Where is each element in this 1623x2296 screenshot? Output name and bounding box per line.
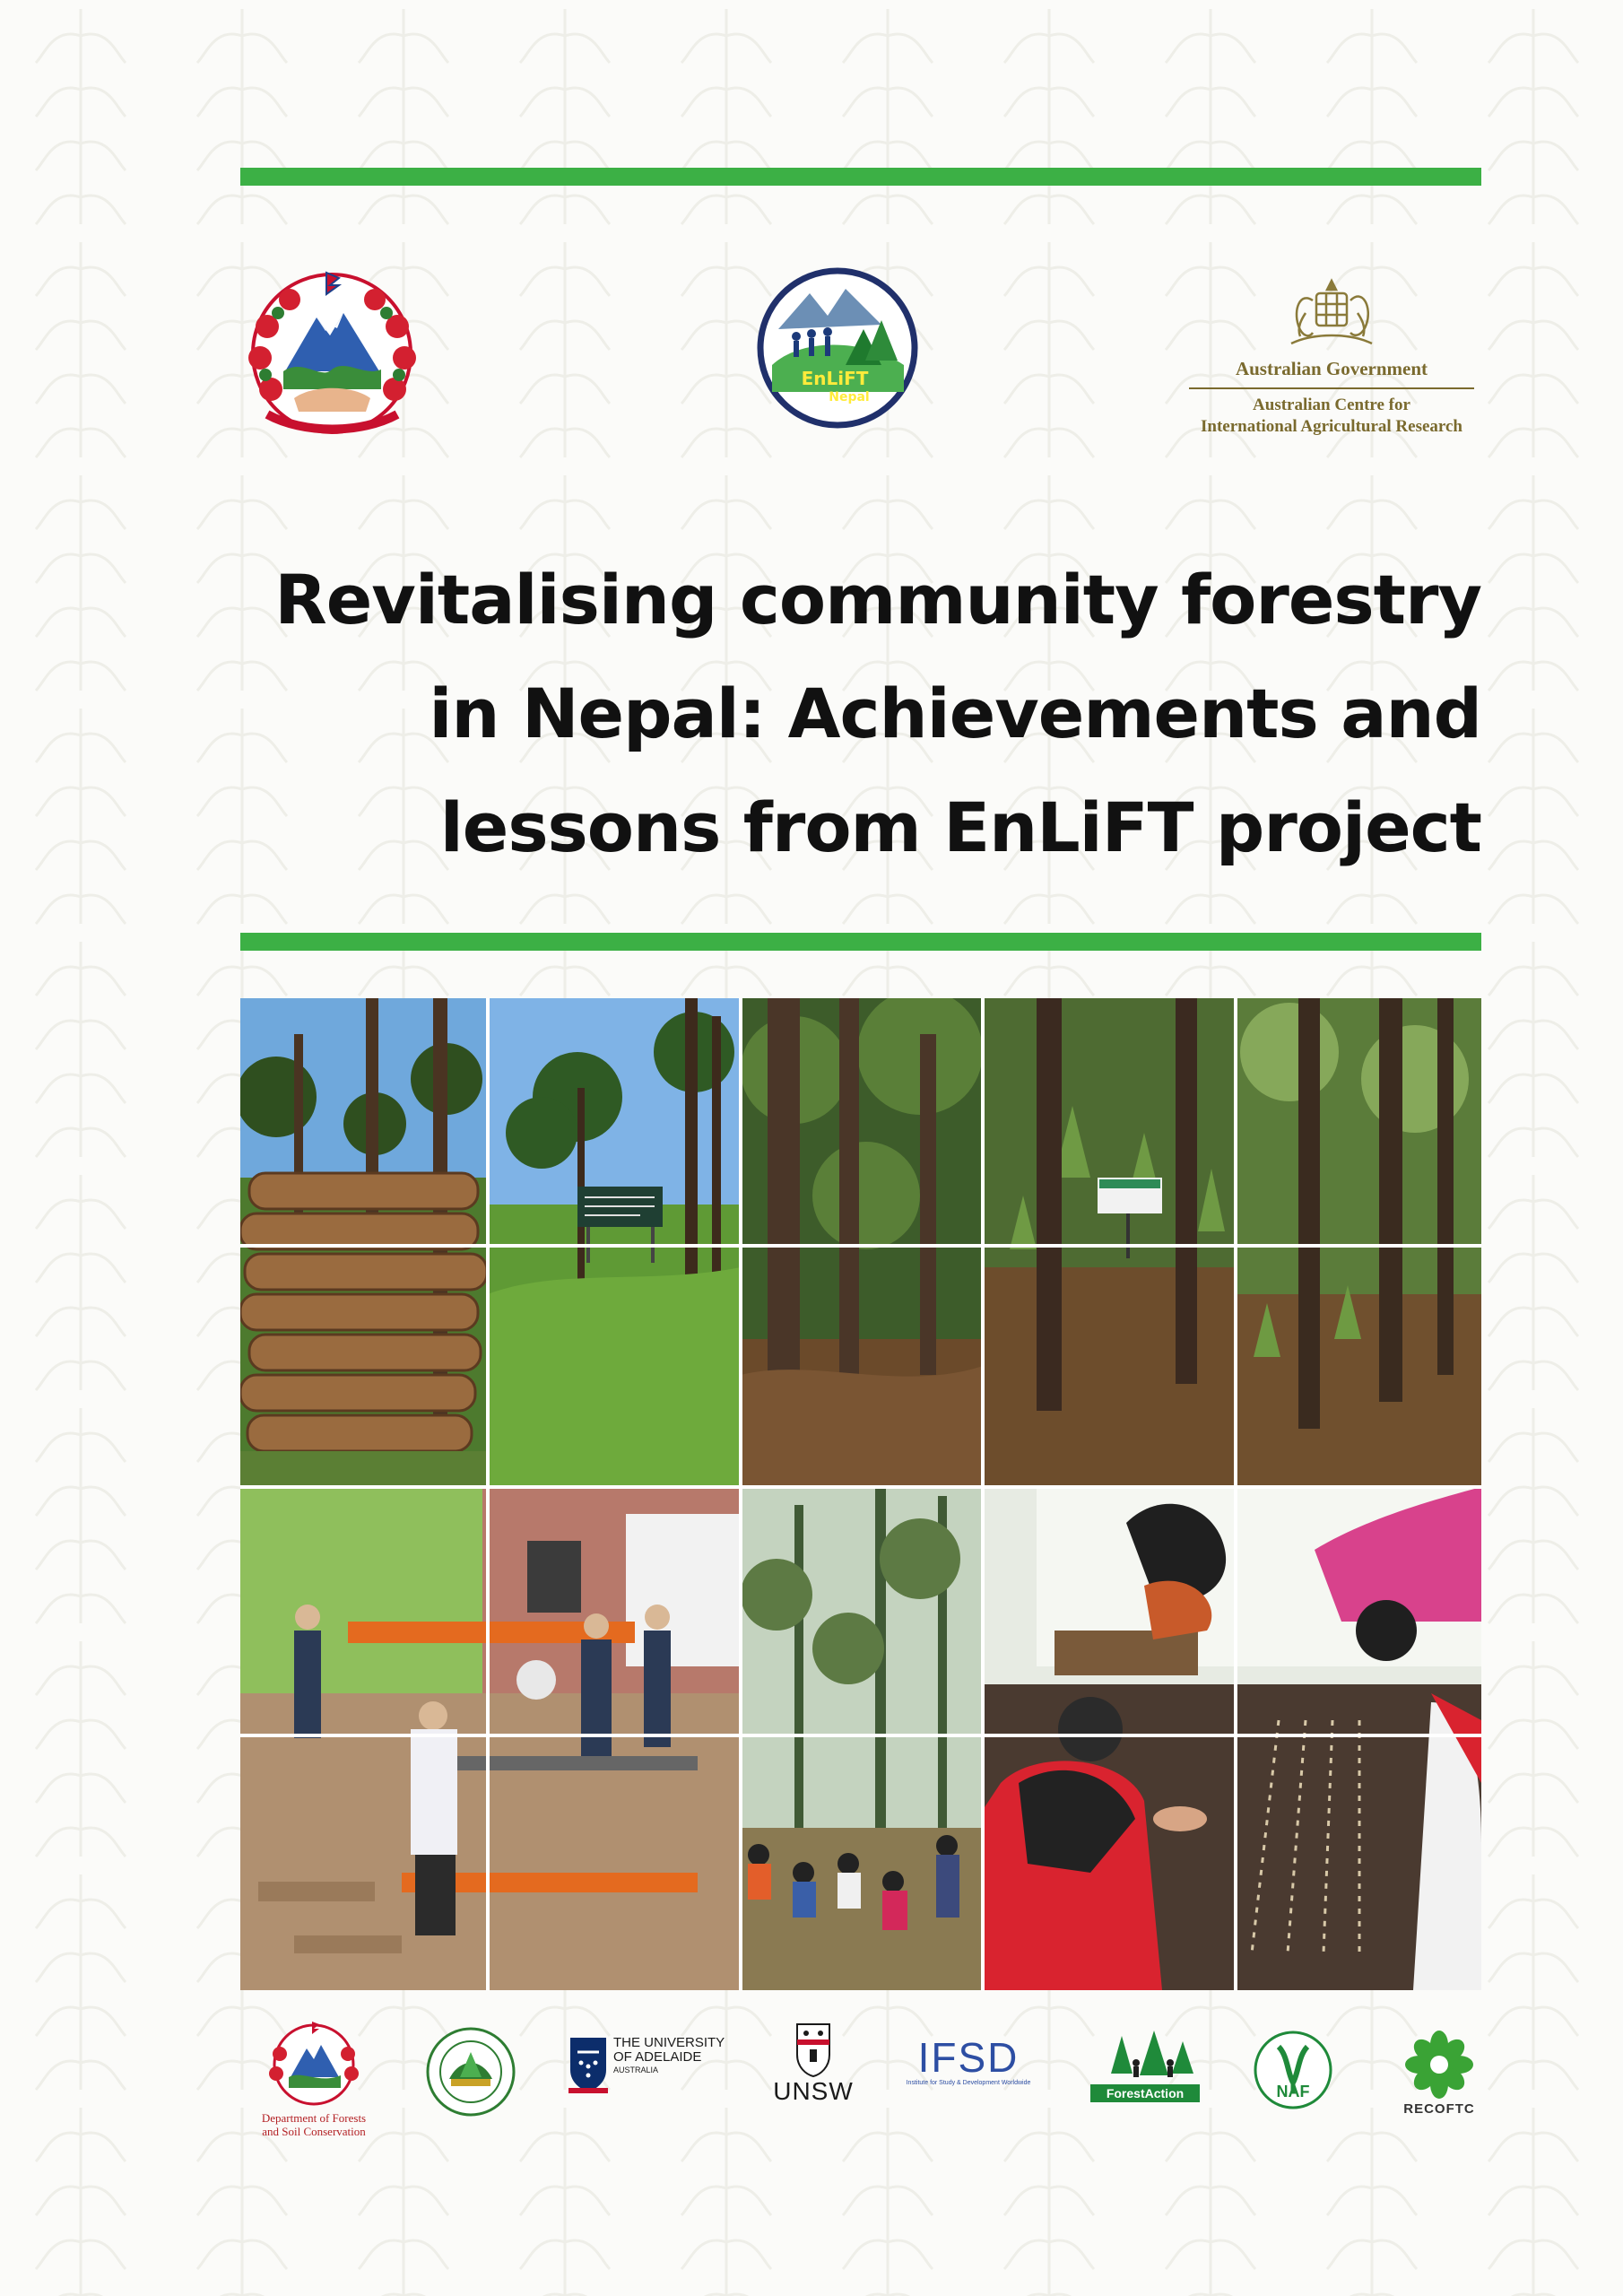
- unsw-shield-icon: [795, 2022, 831, 2078]
- australian-coat-of-arms-icon: [1273, 274, 1390, 354]
- adelaide-line2: OF ADELAIDE: [613, 2049, 702, 2065]
- ifsd-label: IFSD: [917, 2034, 1020, 2081]
- photo-nursery-seed-sowing: [983, 1487, 1481, 1990]
- title-line-2: in Nepal: Achievements and: [429, 674, 1481, 753]
- pine-trunks-icon: [741, 998, 983, 1487]
- naf-label: NAF: [1276, 2083, 1310, 2100]
- pine-trunks-icon-2: [1236, 998, 1481, 1487]
- document-title: [226, 543, 1481, 884]
- photo-community-meeting: [741, 1487, 983, 1990]
- nepal-government-emblem-icon: [240, 264, 424, 439]
- pine-regeneration-icon: [983, 998, 1236, 1487]
- partner-naf: [1248, 2029, 1338, 2100]
- australian-government-aciar-logo: [1182, 274, 1481, 444]
- photo-sawmill-workers: [240, 1487, 741, 1990]
- aus-divider: [1189, 387, 1474, 389]
- partner-recoftc: [1390, 2029, 1488, 2118]
- title-line-3: lessons from EnLiFT project: [439, 787, 1481, 867]
- title-line-1: Revitalising community forestry: [274, 560, 1481, 639]
- photo-timber-logs: [240, 998, 488, 1487]
- adelaide-line3: AUSTRALIA: [613, 2066, 659, 2074]
- photo-forest-regeneration-2: [1236, 998, 1481, 1487]
- australian-government-label: Australian Government: [1235, 358, 1428, 379]
- bottom-green-rule: [240, 933, 1481, 951]
- dofsc-caption-1: Department of Forests: [261, 2111, 367, 2125]
- enlift-logo-subtext: Nepal: [829, 390, 870, 404]
- nepal-government-emblem-small-icon: [265, 2018, 362, 2108]
- dofsc-caption-2: and Soil Conservation: [262, 2125, 366, 2138]
- photo-forest-regeneration: [983, 998, 1236, 1487]
- recoftc-flower-icon: [1403, 2029, 1475, 2100]
- adelaide-shield-icon: [568, 2036, 608, 2093]
- enlift-logo-text: EnLiFT: [801, 368, 869, 389]
- partner-unsw: [764, 2022, 863, 2105]
- partner-forest-institute: [421, 2025, 520, 2118]
- sawmill-icon: [240, 1487, 741, 1990]
- stacked-timber-logs-icon: [240, 998, 488, 1487]
- community-meeting-icon: [741, 1487, 983, 1990]
- photo-collage: [240, 998, 1481, 1990]
- adelaide-line1: THE UNIVERSITY: [613, 2035, 725, 2050]
- forest-signboard-icon: [488, 998, 741, 1487]
- unsw-label: UNSW: [773, 2077, 854, 2105]
- enlift-nepal-logo-icon: [756, 266, 919, 430]
- seed-sowing-icon: [983, 1487, 1481, 1990]
- partner-dofsc: [251, 2018, 377, 2138]
- ifsd-subtitle: Institute for Study & Development Worldwide: [906, 2080, 1031, 2086]
- partner-ifsd: [906, 2036, 1031, 2087]
- aciar-line2: International Agricultural Research: [1200, 416, 1462, 436]
- green-circular-emblem-icon: [424, 2025, 517, 2118]
- photo-pine-forest: [741, 998, 983, 1487]
- top-green-rule: [240, 168, 1481, 186]
- forestaction-trees-icon: [1093, 2029, 1197, 2084]
- recoftc-label: RECOFTC: [1403, 2101, 1475, 2117]
- partner-university-of-adelaide: [568, 2036, 739, 2093]
- photo-forest-signboard: [488, 998, 741, 1487]
- forestaction-label: ForestAction: [1090, 2084, 1200, 2102]
- aciar-line1: Australian Centre for: [1253, 395, 1410, 414]
- partner-forestaction: [1087, 2029, 1203, 2102]
